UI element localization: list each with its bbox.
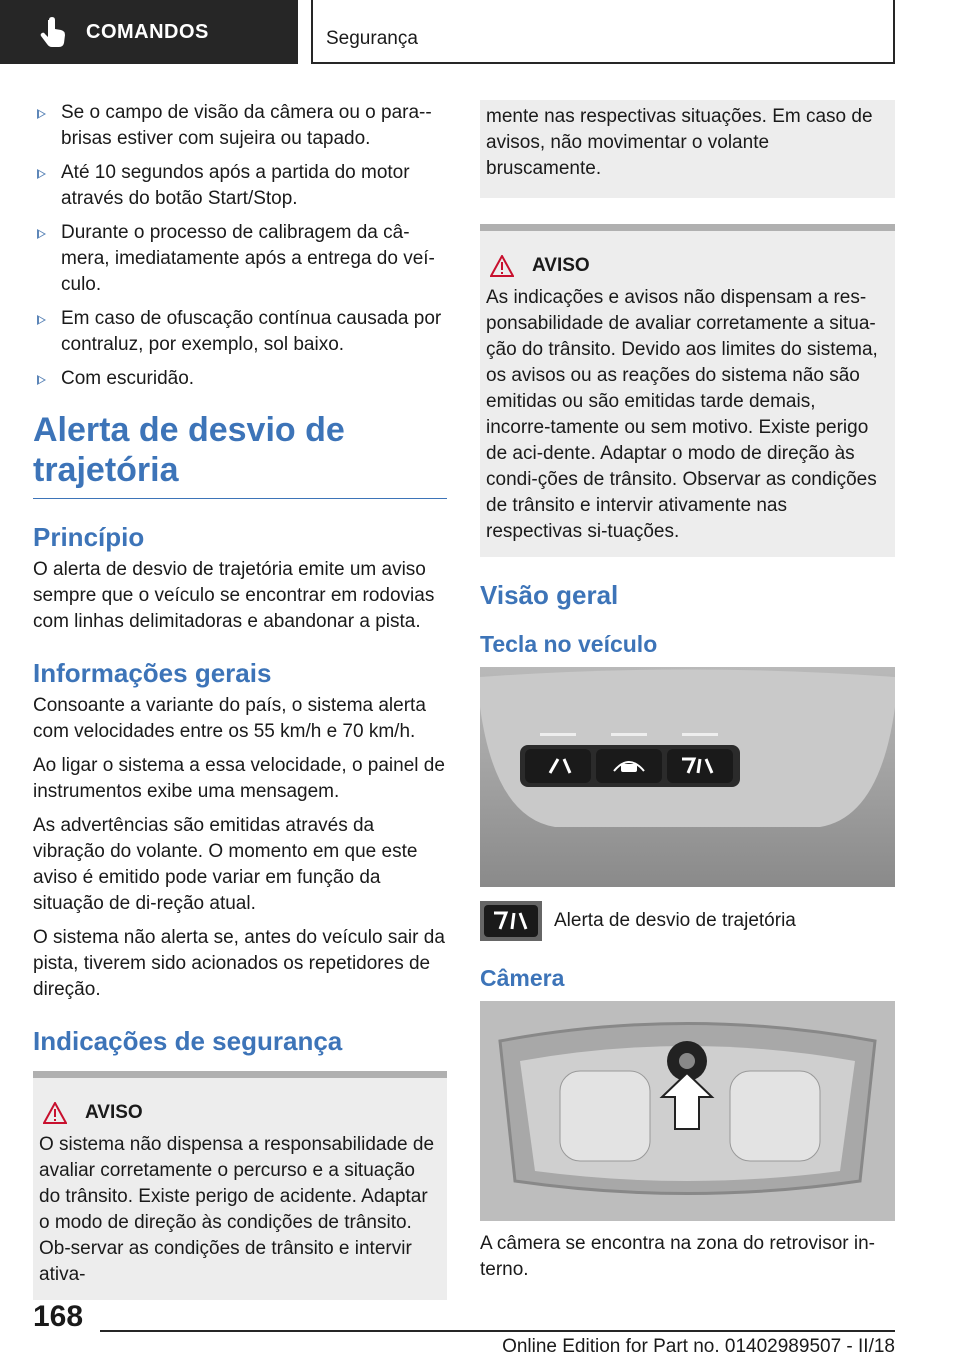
button-heading: Tecla no veículo [480,631,658,657]
warning-text: O sistema não dispensa a responsabilidade de avaliar corretamente o percurso e a situação do trânsito. Existe perigo de acidente. Adaptar o modo de direção às condições de trânsito. Ob-servar as condições de trânsito e intervir ativa- [39,1134,435,1285]
chapter-tab-label: COMANDOS [86,20,209,43]
left-column [33,100,447,1300]
warning-text: As indicações e avisos não dispensam a res-ponsabilidade de avaliar corretamente a situa-ção do trânsito. Devido aos limites do sistema, os avisos ou as reações do sistema não são emitidas ou são emitidas tarde demais, incorre-tamente ou sem motivo. Existe perigo de aci-dente. Adaptar o modo de direção às condi-ções de trânsito. Observar as condições de trânsito e intervir ativamente nas respectivas si-tuações. [486,287,878,542]
warning-box [480,224,895,557]
list-item: Se o campo de visão da câmera ou o para--brisas estiver com sujeira ou tapado. [33,100,447,152]
overview-heading: Visão geral [480,580,619,610]
info-heading: Informações gerais [33,658,272,688]
header-divider [893,0,895,64]
button-legend [480,901,895,941]
triangle-bullet-icon [37,315,46,325]
edition-note: Online Edition for Part no. 01402989507 - II/18 [502,1336,895,1357]
warning-triangle-icon [490,255,514,277]
camera-caption: A câmera se encontra na zona do retrovisor in-terno. [480,1233,875,1280]
hand-icon [40,17,66,47]
warning-title: AVISO [490,253,885,279]
page-title: Alerta de desvio de trajetória [33,410,447,499]
principle-text: O alerta de desvio de trajetória emite um aviso sempre que o veículo se encontrar em rodovias com linhas delimitadoras e abandonar a pista. [33,559,435,632]
warning-continuation: mente nas respectivas situações. Em caso de avisos, não movimentar o volante bruscamente. [480,100,895,198]
warning-box [33,1071,447,1300]
condition-list [33,100,447,392]
list-item: Com escuridão. [33,366,447,392]
page-number: 168 [33,1300,84,1333]
triangle-bullet-icon [37,375,46,385]
info-paragraph: As advertências são emitidas através da vibração do volante. O momento em que este aviso é emitido pode variar em função da situação de di-reção atual. [33,815,418,914]
triangle-bullet-icon [37,169,46,179]
list-item: Durante o processo de calibragem da câ-mera, imediatamente após a entrega do veí-culo. [33,220,447,298]
footer-rule [100,1330,895,1332]
camera-heading: Câmera [480,965,565,991]
camera-location-photo [480,1001,895,1221]
triangle-bullet-icon [37,229,46,239]
right-column [480,100,895,1291]
list-item: Em caso de ofuscação contínua causada por contraluz, por exemplo, sol baixo. [33,306,447,358]
info-paragraph: O sistema não alerta se, antes do veículo sair da pista, tiverem sido acionados os repetidores de direção. [33,927,445,1000]
safety-heading: Indicações de segurança [33,1026,343,1056]
button-caption: Alerta de desvio de trajetória [554,910,796,931]
button-panel-photo [480,667,895,887]
triangle-bullet-icon [37,109,46,119]
info-paragraph: Consoante a variante do país, o sistema alerta com velocidades entre os 55 km/h e 70 km/h. [33,695,426,742]
header-rule [311,62,895,64]
chapter-tab [0,0,298,64]
header-divider [311,0,313,64]
warning-title: AVISO [43,1100,437,1126]
list-item: Até 10 segundos após a partida do motor através do botão Start/Stop. [33,160,447,212]
section-title: Segurança [326,28,418,49]
warning-triangle-icon [43,1102,67,1124]
principle-heading: Princípio [33,522,145,552]
info-paragraph: Ao ligar o sistema a essa velocidade, o painel de instrumentos exibe uma mensagem. [33,755,445,802]
lane-departure-button-icon [480,901,542,941]
